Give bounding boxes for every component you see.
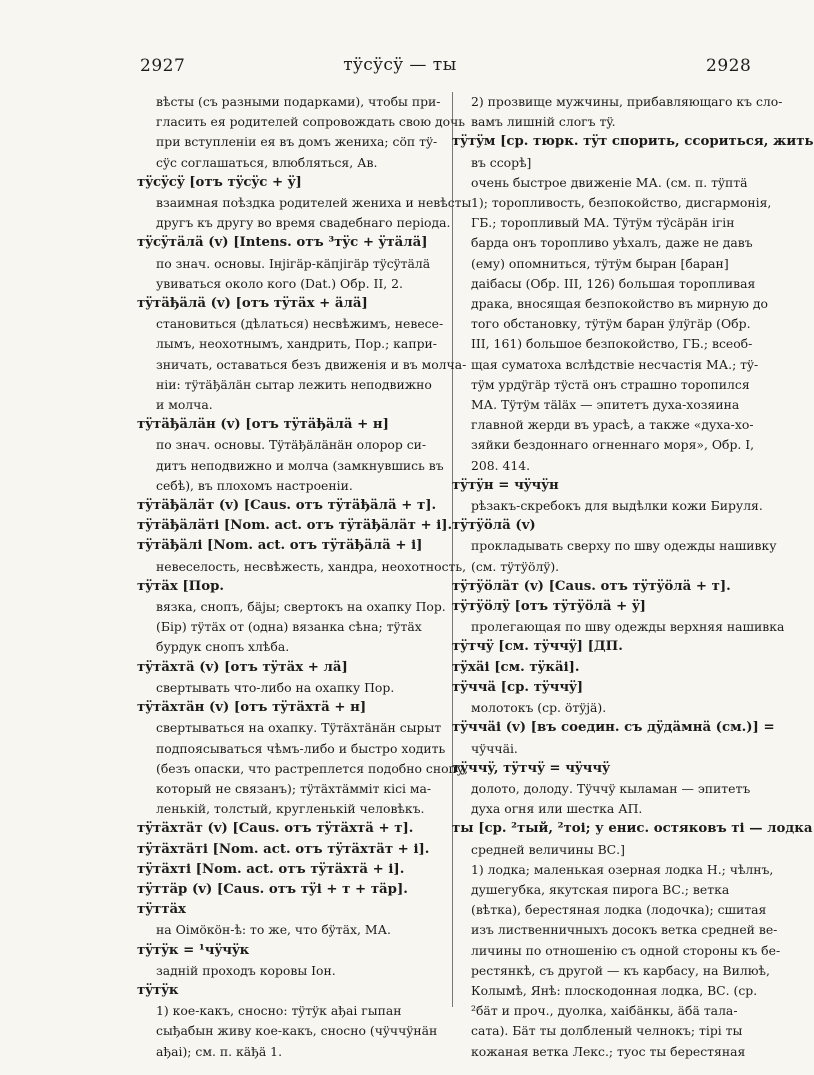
- entry-text-line: вязка, снопъ, бäjы; свертокъ на охапку Пор.: [156, 599, 446, 615]
- entry-headword-line: тÿтäхті [Nom. act. отъ тÿтäхтä + і].: [137, 861, 405, 877]
- entry-headword-line: тÿтäђäлі [Nom. act. отъ тÿтäђäлä + і]: [137, 538, 423, 554]
- entry-text-line: даiбасы (Обр. III, 126) большая торопливая: [471, 275, 756, 291]
- right-page-number: 2928: [706, 56, 752, 76]
- entry-text-line: невеселость, несвѣжесть, хандра, неохотность,: [156, 558, 467, 574]
- entry-text-line: зничать, оставаться безъ движенія и въ молча-: [156, 356, 467, 372]
- entry-headword-line: тÿсÿтäлä (v) [Intens. отъ ³тÿс + ÿтäлä]: [137, 235, 428, 251]
- entry-headword-line: тÿттäр (v) [Caus. отъ тÿі + т + тäр].: [137, 881, 408, 897]
- entry-text-line: увиваться около кого (Dat.) Обр. II, 2.: [156, 275, 403, 291]
- entry-text-line: при вступленіи ея въ домъ жениха; сöп тÿ-: [156, 134, 438, 150]
- entry-text-line: (Бір) тÿтäх от (одна) вязанка сѣна; тÿтäх: [156, 619, 422, 635]
- entry-text-line: бурдук снопъ хлѣба.: [156, 639, 290, 655]
- entry-text-line: становиться (дѣлаться) несвѣжимъ, невесе-: [156, 316, 444, 332]
- entry-text-line: сыђабын живу кое-какъ, сносно (чÿччÿнäн: [156, 1023, 438, 1039]
- entry-text-line: свертывать что-либо на охапку Пор.: [156, 679, 395, 695]
- entry-text-line: который не связанъ); тÿтäхтäммiт кісі ма-: [156, 780, 432, 796]
- entry-text-line: долото, долоду. Тÿччÿ кыламан — эпитетъ: [471, 780, 751, 796]
- entry-text-line: душегубка, якутская пирога ВС.; ветка: [471, 881, 730, 897]
- entry-headword-line: тÿхäі [см. тÿкäі].: [452, 659, 580, 675]
- entry-text-line: кожаная ветка Лекс.; туос ты берестяная: [471, 1043, 746, 1059]
- entry-text-line: ГБ.; торопливый МА. Тÿтÿм тÿсäрäн ігін: [471, 215, 735, 231]
- entry-text-line: ніи: тÿтäђäлäн сытар лежить неподвижно: [156, 376, 432, 392]
- entry-headword-line: тÿччä [ср. тÿччÿ]: [452, 679, 584, 695]
- entry-headword-line: тÿччÿ, тÿтчÿ = чÿччÿ: [452, 760, 610, 776]
- entry-headword-line: тÿччäі (v) [въ соедин. съ дÿдäмнä (см.)] =: [452, 720, 775, 736]
- entry-text-line: гласить ея родителей сопровождать свою дочь: [156, 114, 466, 130]
- entry-text-line: по знач. основы. Інjігäр-кäпjігäр тÿсÿтäлä: [156, 255, 431, 271]
- entry-text-line: подпоясываться чѣмъ-либо и быстро ходить: [156, 740, 446, 756]
- entry-text-line: личины по отношенію съ одной стороны къ бе-: [471, 942, 781, 958]
- entry-headword-line: тÿтäђäлäт (v) [Caus. отъ тÿтäђäлä + т].: [137, 498, 437, 514]
- entry-text-line: 1); торопливость, безпокойство, дисгармонія,: [471, 195, 772, 211]
- entry-text-line: заднiй проходъ коровы Іон.: [156, 962, 336, 978]
- entry-headword-line: тÿтäхтäн (v) [отъ тÿтäхтä + н]: [137, 700, 367, 716]
- entry-text-line: свертываться на охапку. Тÿтäхтäнäн сырыт: [156, 720, 442, 736]
- entry-text-line: очень быстрое движеніе МА. (см. п. тÿптä: [471, 174, 748, 190]
- entry-text-line: 1) лодка; маленькая озерная лодка Н.; чѣлнъ,: [471, 861, 774, 877]
- entry-text-line: духа огня или шестка АП.: [471, 801, 643, 817]
- entry-text-line: другъ къ другу во время свадебнаго періода.: [156, 215, 451, 231]
- entry-headword-line: тÿтäђäлä (v) [отъ тÿтäх + äлä]: [137, 296, 368, 312]
- entry-headword-line: тÿтäхтäті [Nom. act. отъ тÿтäхтäт + і].: [137, 841, 430, 857]
- entry-headword-line: тÿтÿöлÿ [отъ тÿтÿöлä + ÿ]: [452, 599, 646, 615]
- left-page-number: 2927: [140, 56, 186, 76]
- entry-headword-line: тÿтÿм [ср. тюрк. тÿт спорить, ссориться, жить: [452, 134, 814, 150]
- entry-text-line: барда онъ торопливо уѣхалъ, даже не давъ: [471, 235, 753, 251]
- entry-headword-line: тÿтÿöлäт (v) [Caus. отъ тÿтÿöлä + т].: [452, 578, 731, 594]
- entry-text-line: 1) кое-какъ, сносно: тÿтÿк ађаі гыпан: [156, 1003, 402, 1019]
- entry-text-line: рѣзакъ-скребокъ для выдѣлки кожи Бируля.: [471, 498, 763, 514]
- entry-text-line: вѣсты (съ разными подарками), чтобы при-: [156, 94, 441, 109]
- entry-headword-line: тÿтÿöлä (v): [452, 518, 536, 534]
- entry-text-line: въ ссорѣ]: [471, 154, 532, 170]
- entry-text-line: (ему) опомниться, тÿтÿм быран [баран]: [471, 255, 729, 271]
- entry-text-line: ленькій, толстый, кругленькій человѣкъ.: [156, 801, 425, 817]
- entry-text-line: (вѣтка), берестяная лодка (лодочка); сшитая: [471, 902, 767, 918]
- entry-text-line: вамъ лишній слогъ тÿ.: [471, 114, 616, 130]
- entry-headword-line: тÿтäхтäт (v) [Caus. отъ тÿтäхтä + т].: [137, 821, 414, 837]
- entry-headword-line: тÿттäх: [137, 902, 186, 918]
- entry-headword-line: тÿсÿсÿ [отъ тÿсÿс + ÿ]: [137, 174, 302, 190]
- entry-headword-line: тÿтÿк = ¹чÿчÿк: [137, 942, 250, 958]
- entry-headword-line: тÿтäх [Пор.: [137, 578, 225, 594]
- entry-headword-line: тÿтÿк: [137, 982, 179, 998]
- entry-text-line: на Оімöкöн-ѣ: то же, что бÿтäх, МА.: [156, 922, 391, 938]
- entry-headword-line: тÿтäхтä (v) [отъ тÿтäх + лä]: [137, 659, 348, 675]
- entry-text-line: прокладывать сверху по шву одежды нашивку: [471, 538, 777, 554]
- entry-text-line: главной жерди въ урасѣ, а также «духа-хо-: [471, 417, 754, 433]
- entry-text-line: сата). Бäт ты долбленый челнокъ; тірі ты: [471, 1023, 743, 1039]
- entry-text-line: себѣ), въ плохомъ настроеніи.: [156, 477, 353, 493]
- entry-text-line: по знач. основы. Тÿтäђäлäнäн олорор си-: [156, 437, 427, 453]
- entry-text-line: ²бäт и проч., дуолка, хаiбäнкы, äбä тала-: [471, 1003, 738, 1019]
- entry-text-line: взаимная поѣздка родителей жениха и невѣсты: [156, 195, 472, 211]
- entry-text-line: 208. 414.: [471, 457, 531, 473]
- entry-text-line: зяйки бездоннаго огненнаго моря», Обр. I,: [471, 437, 755, 453]
- right-column: [452, 92, 814, 1062]
- entry-text-line: молотокъ (ср. öтÿjä).: [471, 700, 607, 716]
- entry-text-line: лымъ, неохотнымъ, хандрить, Пор.; капри-: [156, 336, 437, 352]
- entry-text-line: (см. тÿтÿöлÿ).: [471, 558, 560, 574]
- entry-text-line: рестянкѣ, съ другой — къ карбасу, на Вилюѣ,: [471, 962, 770, 978]
- left-column: [137, 92, 472, 1062]
- entry-text-line: (безъ опаски, что растреплется подобно снопу,: [156, 760, 469, 776]
- entry-text-line: средней величины ВС.]: [471, 841, 625, 857]
- entry-text-line: дитъ неподвижно и молча (замкнувшись въ: [156, 457, 444, 473]
- entry-text-line: щая суматоха вслѣдствіе несчастія МА.; тÿ-: [471, 356, 759, 372]
- entry-text-line: дракa, вносящая безпокойство въ мирную до: [471, 296, 768, 312]
- entry-text-line: пролегающая по шву одежды верхняя нашивка: [471, 619, 785, 635]
- entry-text-line: изъ лиственничныхъ досокъ ветка средней ве-: [471, 922, 778, 938]
- entry-headword-line: ты [ср. ²тый, ²тоі; у енис. остяковъ ті — лодка: [452, 821, 813, 837]
- entry-text-line: Колымѣ, Янѣ: плоскодонная лодка, ВС. (ср.: [471, 982, 758, 998]
- entry-text-line: ађаі); см. п. кäђä 1.: [156, 1043, 283, 1059]
- entry-text-line: тÿм урдÿгäр тÿстä онъ страшно торопился: [471, 376, 750, 392]
- entry-headword-line: тÿтäђäлäті [Nom. act. отъ тÿтäђäлäт + і].: [137, 518, 453, 534]
- entry-text-line: того обстановку, тÿтÿм баран ÿлÿгäр (Обр.: [471, 316, 751, 332]
- entry-headword-line: тÿтÿн = чÿчÿн: [452, 477, 559, 493]
- entry-text-line: МА. Тÿтÿм тäläх — эпитетъ духа-хозяина: [471, 397, 740, 413]
- entry-headword-line: тÿтäђäлäн (v) [отъ тÿтäђäлä + н]: [137, 417, 389, 433]
- entry-text-line: III, 161) большое безпокойство, ГБ.; всеоб-: [471, 336, 753, 352]
- entry-text-line: чÿччäі.: [471, 740, 518, 756]
- entry-text-line: сÿс соглашаться, влюбляться, Ав.: [156, 154, 378, 170]
- entry-headword-line: тÿтчÿ [см. тÿччÿ] [ДП.: [452, 639, 623, 655]
- entry-text-line: 2) прозвище мужчины, прибавляющаго къ сло-: [471, 94, 783, 109]
- entry-text-line: и молча.: [156, 397, 213, 413]
- running-head: тÿсÿсÿ — ты: [343, 55, 457, 75]
